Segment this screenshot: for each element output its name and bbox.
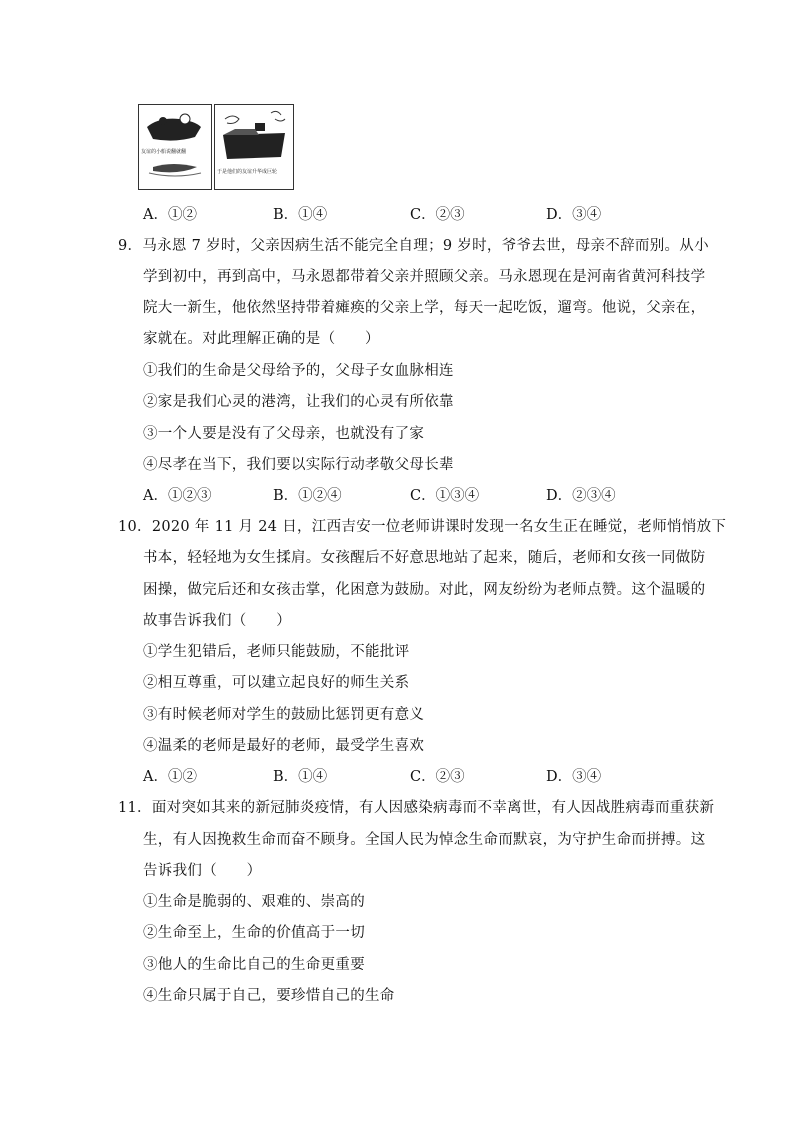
- q11-statement: ③他人的生命比自己的生命更重要: [143, 957, 365, 973]
- q10-option-a[interactable]: A．①②: [143, 769, 197, 785]
- q11-stem-line: 11．面对突如其来的新冠肺炎疫情，有人因感染病毒而不幸离世，有人因战胜病毒而重获新: [118, 800, 715, 816]
- q11-statement: ②生命至上，生命的价值高于一切: [143, 925, 365, 941]
- comic-illustration: [138, 104, 294, 188]
- q9-statement: ③一个人要是没有了父母亲，也就没有了家: [143, 426, 425, 442]
- q10-option-c[interactable]: C．②③: [410, 769, 465, 785]
- q9-option-a[interactable]: A．①②③: [143, 488, 212, 504]
- q11-stem-line: 告诉我们（ ）: [143, 863, 262, 879]
- q10-stem-line: 书本，轻轻地为女生揉肩。女孩醒后不好意思地站了起来，随后，老师和女孩一同做防: [143, 550, 706, 566]
- q9-option-c[interactable]: C．①③④: [410, 488, 480, 504]
- ship-drawing: [215, 105, 293, 189]
- comic-panel-left: [138, 104, 212, 190]
- q11-statement: ①生命是脆弱的、艰难的、崇高的: [143, 894, 365, 910]
- q9-statement: ①我们的生命是父母给予的，父母子女血脉相连: [143, 363, 454, 379]
- q11-statement: ④生命只属于自己，要珍惜自己的生命: [143, 988, 395, 1004]
- q10-option-b[interactable]: B．①④: [273, 769, 328, 785]
- q10-stem-line: 10．2020 年 11 月 24 日，江西吉安一位老师讲课时发现一名女生正在睡觉，老师悄悄放下: [118, 519, 727, 535]
- q11-stem-line: 生，有人因挽救生命而奋不顾身。全国人民为悼念生命而默哀，为守护生命而拼搏。这: [143, 832, 706, 848]
- q10-statement: ①学生犯错后，老师只能鼓励，不能批评: [143, 644, 410, 660]
- q9-stem-line: 家就在。对此理解正确的是（ ）: [143, 331, 380, 347]
- comic-left-caption: 友谊的小船说翻就翻: [141, 149, 187, 155]
- q9-option-b[interactable]: B．①②④: [273, 488, 342, 504]
- comic-panel-right: [214, 104, 294, 190]
- q8-option-a[interactable]: A．①②: [143, 207, 197, 223]
- capsized-boat-drawing: [139, 105, 211, 189]
- q10-statement: ②相互尊重，可以建立起良好的师生关系: [143, 675, 410, 691]
- q10-stem-line: 困操，做完后还和女孩击掌，化困意为鼓励。对此，网友纷纷为老师点赞。这个温暖的: [143, 582, 706, 598]
- q10-option-d[interactable]: D．③④: [546, 769, 602, 785]
- q9-statement: ④尽孝在当下，我们要以实际行动孝敬父母长辈: [143, 457, 454, 473]
- q10-stem-line: 故事告诉我们（ ）: [143, 613, 291, 629]
- q9-statement: ②家是我们心灵的港湾，让我们的心灵有所依靠: [143, 394, 454, 410]
- q10-statement: ③有时候老师对学生的鼓励比惩罚更有意义: [143, 707, 425, 723]
- q8-option-b[interactable]: B．①④: [273, 207, 328, 223]
- q8-option-c[interactable]: C．②③: [410, 207, 465, 223]
- q10-statement: ④温柔的老师是最好的老师，最受学生喜欢: [143, 738, 425, 754]
- q9-option-d[interactable]: D．②③④: [546, 488, 616, 504]
- q9-stem-line: 9．马永恩 7 岁时，父亲因病生活不能完全自理；9 岁时，爷爷去世，母亲不辞而别。从小: [118, 238, 709, 254]
- comic-right-caption: 于是他们的友谊升华成巨轮: [217, 169, 278, 175]
- q9-stem-line: 学到初中，再到高中，马永恩都带着父亲并照顾父亲。马永恩现在是河南省黄河科技学: [143, 269, 706, 285]
- q8-option-d[interactable]: D．③④: [546, 207, 602, 223]
- q9-stem-line: 院大一新生，他依然坚持带着瘫痪的父亲上学，每天一起吃饭，遛弯。他说，父亲在，: [143, 300, 706, 316]
